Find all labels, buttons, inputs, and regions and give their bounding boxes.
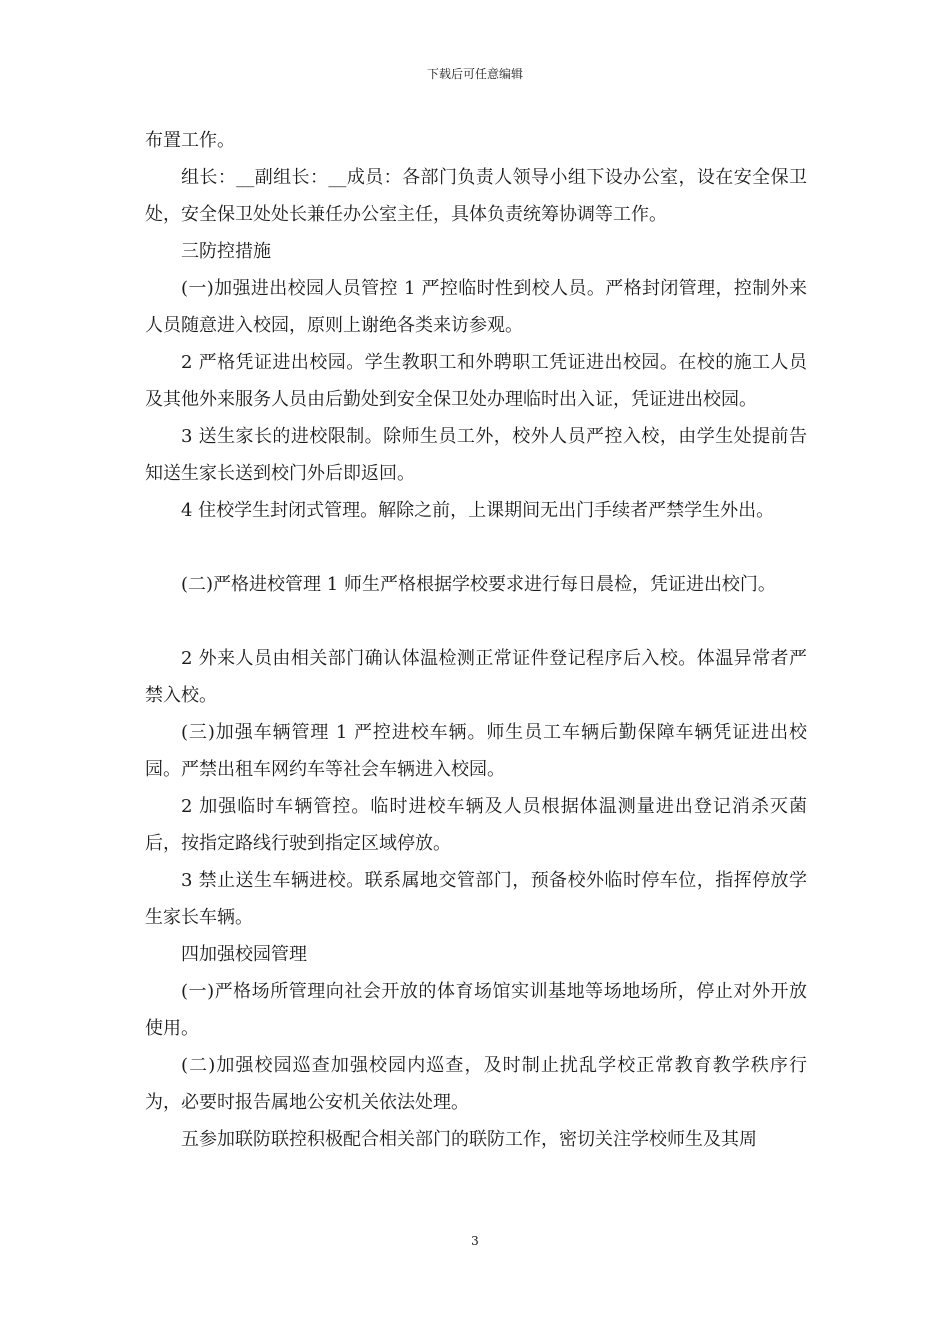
paragraph: 布置工作。 <box>145 130 235 151</box>
paragraph: 五参加联防联控积极配合相关部门的联防工作，密切关注学校师生及其周 <box>181 1129 757 1150</box>
paragraph: 3 送生家长的进校限制。除师生员工外，校外人员严控入校，由学生处提前告知送生家长送到校门外后即返回。 <box>145 426 807 484</box>
paragraph: 2 加强临时车辆管控。临时进校车辆及人员根据体温测量进出登记消杀灭菌后，按指定路线行驶到指定区域停放。 <box>145 796 807 854</box>
paragraph: 组长：__副组长：__成员：各部门负责人领导小组下设办公室，设在安全保卫处，安全保卫处处长兼任办公室主任，具体负责统筹协调等工作。 <box>145 167 807 225</box>
paragraph: 2 严格凭证进出校园。学生教职工和外聘职工凭证进出校园。在校的施工人员及其他外来服务人员由后勤处到安全保卫处办理临时出入证，凭证进出校园。 <box>145 352 807 410</box>
paragraph: (二)加强校园巡查加强校园内巡查，及时制止扰乱学校正常教育教学秩序行为，必要时报告属地公安机关依法处理。 <box>145 1055 807 1113</box>
paragraph: (一)严格场所管理向社会开放的体育场馆实训基地等场地场所，停止对外开放使用。 <box>145 981 807 1039</box>
document-body <box>145 122 807 1158</box>
paragraph: 4 住校学生封闭式管理。解除之前，上课期间无出门手续者严禁学生外出。 <box>181 500 775 521</box>
section-heading: 四加强校园管理 <box>181 944 307 965</box>
paragraph: 3 禁止送生车辆进校。联系属地交管部门，预备校外临时停车位，指挥停放学生家长车辆。 <box>145 870 807 928</box>
paragraph: 2 外来人员由相关部门确认体温检测正常证件登记程序后入校。体温异常者严禁入校。 <box>145 648 807 706</box>
paragraph: (二)严格进校管理 1 师生严格根据学校要求进行每日晨检，凭证进出校门。 <box>181 574 776 595</box>
page-header: 下载后可任意编辑 <box>426 67 523 81</box>
section-heading: 三防控措施 <box>181 241 271 262</box>
page-number: 3 <box>471 1234 479 1248</box>
paragraph: (三)加强车辆管理 1 严控进校车辆。师生员工车辆后勤保障车辆凭证进出校园。严禁出租车网约车等社会车辆进入校园。 <box>145 722 807 780</box>
paragraph: (一)加强进出校园人员管控 1 严控临时性到校人员。严格封闭管理，控制外来人员随意进入校园，原则上谢绝各类来访参观。 <box>145 278 807 336</box>
